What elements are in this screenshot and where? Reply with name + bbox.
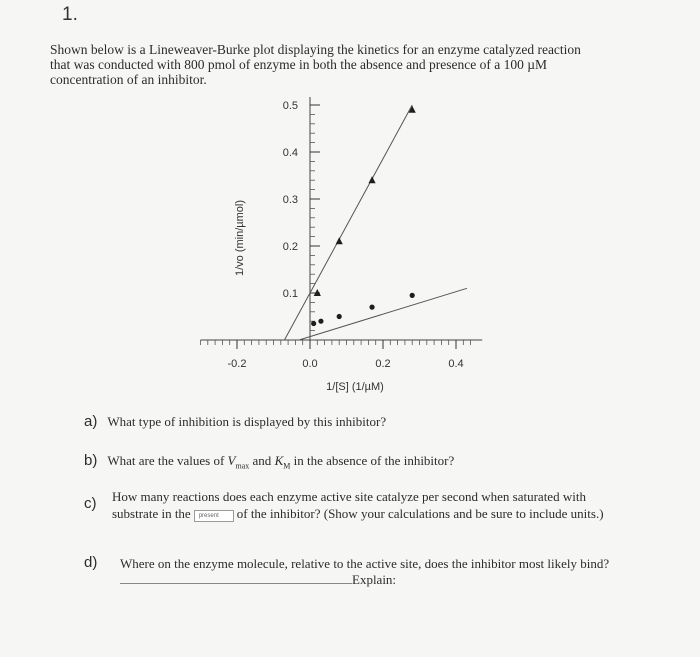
question-c-line2-after: of the inhibitor? (Show your calculations and be sure to include units.) [236,506,604,521]
y-tick-label: 0.2 [282,241,298,253]
present-absent-dropdown[interactable]: present [194,510,234,522]
data-point-triangle [336,237,343,244]
question-d-label: d) [84,554,98,571]
data-point-circle [410,293,415,298]
data-point-circle [337,314,342,319]
data-point-circle [318,319,323,324]
question-b-text [107,453,455,471]
question-b-text-mid: and [249,453,275,468]
km-subscript: M [283,461,291,471]
y-tick-label: 0.1 [282,288,298,300]
data-point-circle [311,321,316,326]
intro-line: Shown below is a Lineweaver-Burke plot displaying the kinetics for an enzyme catalyzed reaction [50,42,581,57]
question-b-text-before: What are the values of [107,453,228,468]
vmax-symbol: V [227,453,236,468]
question-a [84,413,386,431]
x-tick-label: 0.4 [448,358,464,370]
question-b-text-after: in the absence of the inhibitor? [290,453,455,468]
x-axis-label: 1/[S] (1/µM) [326,381,384,393]
data-point-triangle [368,176,375,183]
question-number: 1. [62,4,78,25]
intro-line: concentration of an inhibitor. [50,72,207,87]
y-tick-label: 0.5 [282,100,298,112]
question-c-label: c) [84,495,97,512]
x-tick-label: -0.2 [227,358,247,370]
question-c-line2-before: substrate in the [112,506,191,521]
series-line [284,105,412,340]
question-b [84,452,454,471]
question-b-label: b) [84,452,98,469]
intro-line: that was conducted with 800 pmol of enzyme in both the absence and presence of a 100 µM [50,57,548,72]
y-tick-label: 0.3 [282,194,298,206]
km-symbol: K [274,453,284,468]
question-c-line1: How many reactions does each enzyme active site catalyze per second when saturated with [112,489,586,504]
data-point-circle [369,305,374,310]
question-d-line2: Explain: [352,572,397,587]
question-d-line1: Where on the enzyme molecule, relative to the active site, does the inhibitor most likely bind? [120,556,610,571]
y-tick-label: 0.4 [282,147,298,159]
x-tick-label: 0.2 [375,358,391,370]
vmax-subscript: max [235,461,250,471]
plot-marks [284,105,467,340]
series-line [299,288,467,340]
x-tick-label: 0.0 [302,358,318,370]
question-a-text: What type of inhibition is displayed by this inhibitor? [107,414,387,429]
question-a-label: a) [84,413,98,430]
y-axis-label: 1/vo (min/µmol) [234,199,246,277]
answer-blank[interactable] [120,572,352,584]
